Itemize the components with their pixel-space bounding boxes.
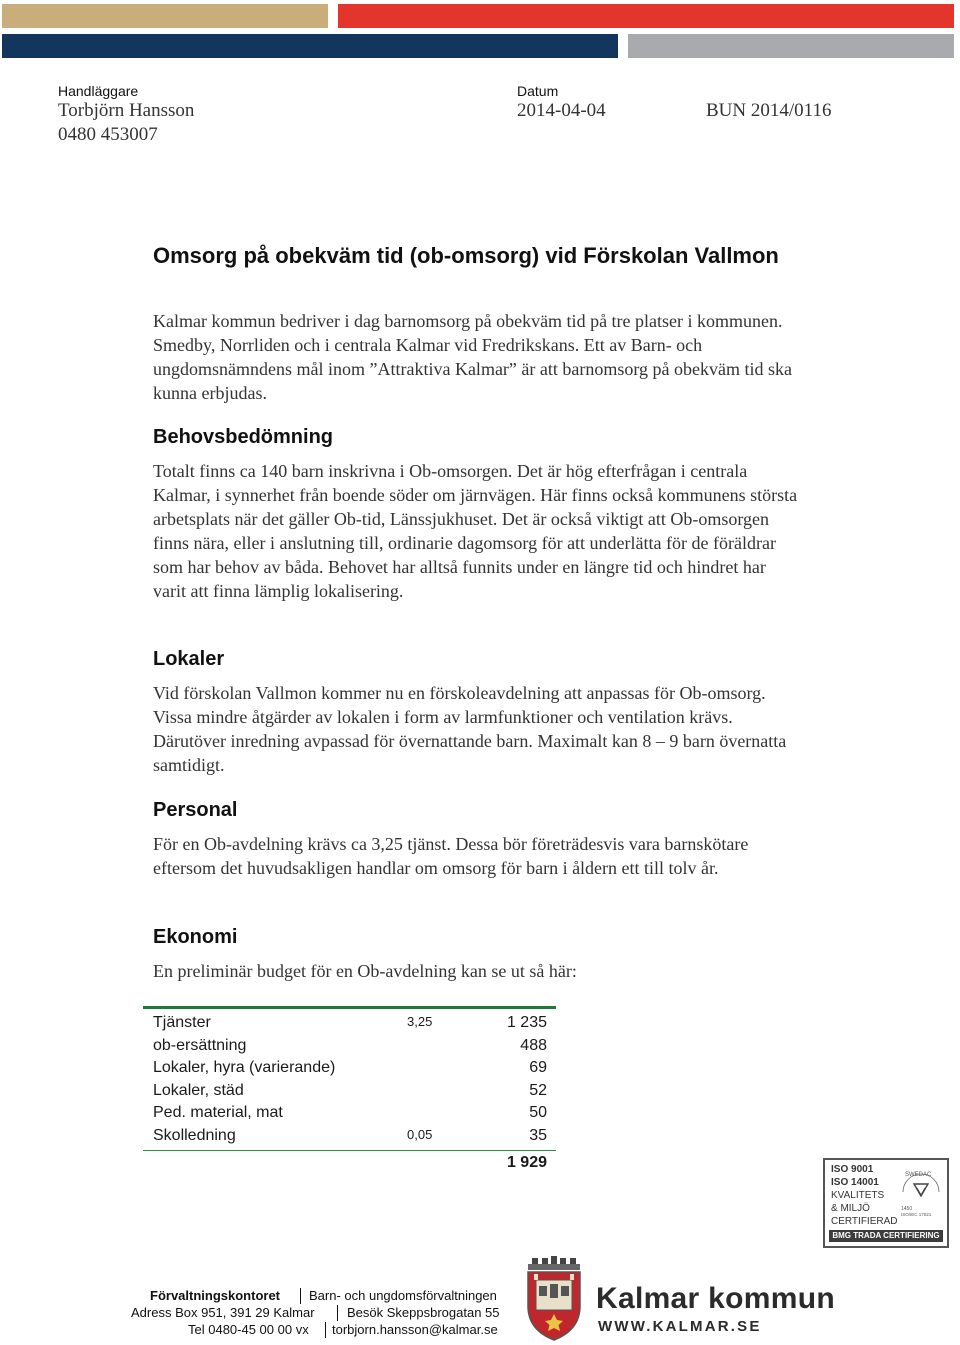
footer-divider	[337, 1305, 338, 1321]
budget-row	[143, 1034, 556, 1057]
intro-paragraph: Kalmar kommun bedriver i dag barnomsorg på obekväm tid på tre platser i kommunen. Smedby, Norrliden och i centrala Kalmar vid Fredrikskans. Ett av Barn- och ungdomsnämndens mål inom ”Attraktiva Kalmar” är att barnomsorg på obekväm tid ska kunna erbjudas.	[153, 311, 793, 403]
document-title: Omsorg på obekväm tid (ob-omsorg) vid Förskolan Vallmon	[153, 243, 779, 268]
top-stripe-navy	[2, 34, 618, 58]
budget-row-name: ob-ersättning	[153, 1036, 247, 1054]
budget-row	[143, 1011, 556, 1034]
budget-row-name: Skolledning	[153, 1126, 236, 1144]
budget-row-qty: 0,05	[407, 1126, 433, 1142]
personal-text: För en Ob-avdelning krävs ca 3,25 tjänst. Dessa bör företrädesvis vara barnskötare eftersom det huvudsakligen handlar om omsorg för barn i åldern ett till tolv år.	[153, 834, 749, 878]
budget-row-amount: 35	[529, 1126, 547, 1144]
phone-number: 0480 453007	[58, 124, 158, 145]
budget-row-qty: 3,25	[407, 1014, 433, 1029]
budget-row-amount: 69	[529, 1059, 547, 1076]
footer-office-line	[150, 1288, 280, 1303]
behovsbedomning-text: Totalt finns ca 140 barn inskrivna i Ob-omsorgen. Det är hög efterfrågan i centrala Kalmar, i synnerhet från boende söder om järnvägen. Här finns också kommunens största arbetsplats när det gäller Ob-tid, Länssjukhuset. Det är också viktigt att Ob-omsorgen finns nära, eller i anslutning till, ordinarie dagomsorg för att underlätta för de föräldrar som har behov av båda. Behovet har alltså funnits under en längre tid och hindret har varit att finna lämplig lokalisering.	[153, 461, 798, 601]
lokaler-text: Vid förskolan Vallmon kommer nu en förskoleavdelning att anpassas för Ob-omsorg. Vissa mindre åtgärder av lokalen i form av larmfunktioner och ventilation krävs. Därutöver inredning avpassad för övernattande barn. Maximalt kan 8 – 9 barn övernatta samtidigt.	[153, 683, 787, 775]
top-stripe-red	[338, 4, 954, 28]
svg-text:SWEDAC: SWEDAC	[905, 1172, 932, 1178]
footer-divider	[325, 1322, 326, 1338]
cert-standard: ISO/IEC 17021	[901, 1212, 932, 1217]
handlaggare-label: Handläggare	[58, 83, 139, 99]
cert-line: CERTIFIERAD	[831, 1216, 898, 1227]
budget-total: 1 929	[506, 1154, 547, 1171]
heading-behovsbedomning: Behovsbedömning	[153, 426, 334, 448]
swedac-seal-icon	[897, 1162, 945, 1218]
budget-row	[143, 1101, 556, 1124]
budget-row-amount: 50	[529, 1104, 547, 1121]
budget-table	[143, 1006, 556, 1175]
footer-email[interactable]: torbjorn.hansson@kalmar.se	[332, 1322, 498, 1337]
footer-department: Barn- och ungdomsförvaltningen	[309, 1288, 497, 1303]
heading-lokaler: Lokaler	[153, 648, 225, 670]
datum-label: Datum	[517, 83, 559, 99]
cert-line: ISO 9001	[831, 1164, 874, 1175]
budget-row-amount: 52	[529, 1081, 547, 1099]
footer-divider	[300, 1288, 301, 1304]
budget-row-name: Tjänster	[153, 1014, 211, 1031]
cert-number: 1450	[901, 1206, 913, 1212]
cert-line: ISO 14001	[831, 1177, 879, 1188]
top-stripe-grey	[628, 34, 954, 58]
heading-ekonomi: Ekonomi	[153, 926, 238, 948]
budget-row-name: Lokaler, hyra (varierande)	[153, 1059, 336, 1076]
budget-row-name: Ped. material, mat	[153, 1104, 283, 1121]
budget-row-amount: 488	[520, 1036, 547, 1054]
cert-bar: BMG TRADA CERTIFIERING	[829, 1230, 943, 1242]
case-number: BUN 2014/0116	[706, 100, 832, 121]
cert-line: & MILJÖ	[831, 1203, 870, 1214]
handlaggare-name: Torbjörn Hansson	[58, 100, 195, 121]
footer-visit: Besök Skeppsbrogatan 55	[347, 1305, 500, 1320]
budget-row	[143, 1079, 556, 1102]
budget-row	[143, 1124, 556, 1147]
cert-line: KVALITETS	[831, 1190, 885, 1201]
footer-tel: Tel 0480-45 00 00 vx	[188, 1322, 309, 1337]
budget-row-amount: 1 235	[506, 1014, 547, 1031]
top-stripe-gold	[2, 4, 328, 28]
budget-total-row	[143, 1151, 556, 1175]
certification-badge	[823, 1158, 949, 1248]
budget-row	[143, 1056, 556, 1079]
heading-personal: Personal	[153, 799, 238, 821]
brand-url[interactable]: WWW.KALMAR.SE	[598, 1318, 762, 1335]
document-date: 2014-04-04	[517, 100, 606, 121]
kalmar-coat-of-arms-icon	[524, 1256, 584, 1342]
footer-office: Förvaltningskontoret	[150, 1288, 281, 1303]
budget-row-name: Lokaler, städ	[153, 1081, 244, 1099]
footer-address: Adress Box 951, 391 29 Kalmar	[131, 1305, 315, 1320]
ekonomi-text: En preliminär budget för en Ob-avdelning kan se ut så här:	[153, 961, 577, 981]
brand-name: Kalmar kommun	[596, 1282, 835, 1315]
